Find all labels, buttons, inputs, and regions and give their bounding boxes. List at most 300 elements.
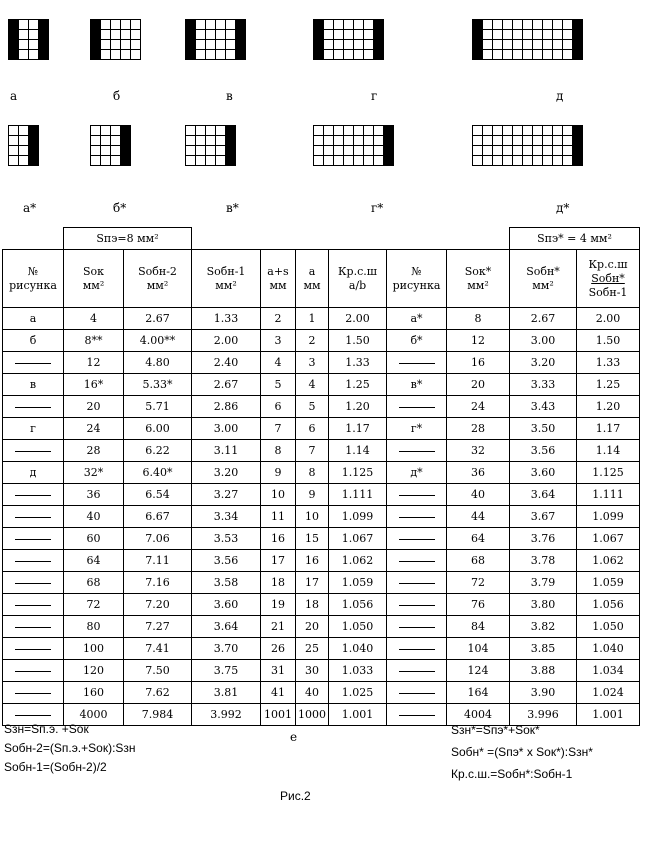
table-cell: 1.056 xyxy=(329,594,387,616)
table-cell: 72 xyxy=(64,594,124,616)
table-cell: в* xyxy=(387,374,447,396)
table-cell: 3.27 xyxy=(192,484,261,506)
table-cell: 1.111 xyxy=(577,484,640,506)
table-cell: 164 xyxy=(447,682,510,704)
table-cell xyxy=(3,440,64,462)
grid-label: а* xyxy=(23,201,37,215)
table-cell: 2.00 xyxy=(329,308,387,330)
table-cell: 3.79 xyxy=(510,572,577,594)
table-cell: а* xyxy=(387,308,447,330)
table-cell: 1.17 xyxy=(577,418,640,440)
table-cell: 8 xyxy=(447,308,510,330)
figure-caption: Рис.2 xyxy=(280,789,311,803)
table-cell: 11 xyxy=(261,506,296,528)
table-cell: 2.00 xyxy=(192,330,261,352)
table-cell: 16 xyxy=(261,528,296,550)
table-row xyxy=(3,374,643,396)
table-cell: 1001 xyxy=(261,704,296,726)
table-cell xyxy=(3,638,64,660)
header-line: Sок xyxy=(82,264,105,278)
table-cell: 3.85 xyxy=(510,638,577,660)
table-cell: 3.00 xyxy=(510,330,577,352)
dash-line xyxy=(15,561,51,562)
header-sok-r xyxy=(447,250,510,308)
table-cell: 3.64 xyxy=(192,616,261,638)
table-cell: 7 xyxy=(296,440,329,462)
header-sok-l xyxy=(64,250,124,308)
grid-figure-bottom-4 xyxy=(313,125,394,166)
middle-label: е xyxy=(290,730,298,744)
table-cell: 80 xyxy=(64,616,124,638)
table-cell: 4.00** xyxy=(124,330,192,352)
table-cell: г xyxy=(3,418,64,440)
header-sobn-r xyxy=(510,250,577,308)
grid-label: д xyxy=(556,89,564,103)
table-cell: 5.33* xyxy=(124,374,192,396)
table-cell: 15 xyxy=(296,528,329,550)
table-row xyxy=(3,308,643,330)
table-cell: 3.992 xyxy=(192,704,261,726)
table-cell: 60 xyxy=(64,528,124,550)
table-cell: 7.62 xyxy=(124,682,192,704)
grid-figure-top-1 xyxy=(8,19,49,60)
dash-line xyxy=(399,627,435,628)
dash-line xyxy=(399,583,435,584)
table-cell: 3.56 xyxy=(510,440,577,462)
header-line: Sобн-2 xyxy=(138,264,177,278)
table-cell: 41 xyxy=(261,682,296,704)
table-cell: 10 xyxy=(296,506,329,528)
table-cell: 2.86 xyxy=(192,396,261,418)
table-cell: 3.81 xyxy=(192,682,261,704)
table-cell: 4.80 xyxy=(124,352,192,374)
table-cell: 1.062 xyxy=(577,550,640,572)
header-sobn1 xyxy=(192,250,261,308)
table-cell: 3.43 xyxy=(510,396,577,418)
table-cell: 10 xyxy=(261,484,296,506)
table-cell: 4 xyxy=(64,308,124,330)
table-cell: 17 xyxy=(296,572,329,594)
table-cell xyxy=(387,638,447,660)
table-cell: 3.56 xyxy=(192,550,261,572)
table-cell: 1.50 xyxy=(577,330,640,352)
table-cell xyxy=(387,594,447,616)
dash-line xyxy=(15,363,51,364)
table-row xyxy=(3,638,643,660)
table-cell: 1.111 xyxy=(329,484,387,506)
dash-line xyxy=(15,539,51,540)
table-cell: 100 xyxy=(64,638,124,660)
table-cell: 1.040 xyxy=(329,638,387,660)
table-cell: 3.20 xyxy=(192,462,261,484)
right-group-header: Sпэ* = 4 мм² xyxy=(510,228,640,250)
left-group-header: Sпэ=8 мм² xyxy=(64,228,192,250)
table-cell: 104 xyxy=(447,638,510,660)
table-cell: 44 xyxy=(447,506,510,528)
table-cell: 68 xyxy=(64,572,124,594)
table-cell: 1000 xyxy=(296,704,329,726)
table-cell xyxy=(387,440,447,462)
table-cell: 1.040 xyxy=(577,638,640,660)
table-cell: 6 xyxy=(261,396,296,418)
table-cell: 6 xyxy=(296,418,329,440)
dash-line xyxy=(15,715,51,716)
table-cell xyxy=(387,528,447,550)
table-cell: 16 xyxy=(296,550,329,572)
dash-line xyxy=(15,627,51,628)
table-cell: 30 xyxy=(296,660,329,682)
table-cell: 8** xyxy=(64,330,124,352)
table-cell: 3 xyxy=(296,352,329,374)
table-row xyxy=(3,572,643,594)
table-cell: 7.06 xyxy=(124,528,192,550)
table-cell xyxy=(3,660,64,682)
table-cell: 3.76 xyxy=(510,528,577,550)
table-cell: 40 xyxy=(296,682,329,704)
table-cell: 3.78 xyxy=(510,550,577,572)
table-row xyxy=(3,660,643,682)
table-cell: 20 xyxy=(447,374,510,396)
table-cell: 7.41 xyxy=(124,638,192,660)
table-cell: 3.996 xyxy=(510,704,577,726)
table-row xyxy=(3,462,643,484)
table-row xyxy=(3,682,643,704)
header-line: Sобн* xyxy=(526,264,560,278)
table-cell: 1.33 xyxy=(192,308,261,330)
table-cell: 19 xyxy=(261,594,296,616)
table-cell: 72 xyxy=(447,572,510,594)
header-line: мм² xyxy=(146,278,169,292)
table-cell: 1.062 xyxy=(329,550,387,572)
grid-figure-bottom-1 xyxy=(8,125,39,166)
header-as xyxy=(261,250,296,308)
grid-figure-bottom-2 xyxy=(90,125,131,166)
table-cell: 1.001 xyxy=(329,704,387,726)
formula-left-2: Sобн-2=(Sп.э.+Sок):Sзн xyxy=(4,741,136,755)
header-line: мм² xyxy=(215,278,237,292)
table-row xyxy=(3,396,643,418)
table-cell: б xyxy=(3,330,64,352)
table-row xyxy=(3,418,643,440)
table-cell: 3.33 xyxy=(510,374,577,396)
table-cell xyxy=(3,572,64,594)
table-cell: 120 xyxy=(64,660,124,682)
table-cell xyxy=(3,550,64,572)
table-cell xyxy=(387,396,447,418)
table-cell: 1.25 xyxy=(329,374,387,396)
table-cell: 1.33 xyxy=(577,352,640,374)
table-cell: 4 xyxy=(296,374,329,396)
table-row xyxy=(3,484,643,506)
header-line: мм xyxy=(269,278,287,292)
table-cell: 2.67 xyxy=(192,374,261,396)
table-cell: 1.125 xyxy=(329,462,387,484)
table-cell: 7 xyxy=(261,418,296,440)
formula-left-3: Sобн-1=(Sобн-2)/2 xyxy=(4,760,107,774)
table-cell xyxy=(387,484,447,506)
table-cell: 124 xyxy=(447,660,510,682)
table-cell: 4 xyxy=(261,352,296,374)
table-row xyxy=(3,616,643,638)
dash-line xyxy=(399,561,435,562)
table-cell: 1.001 xyxy=(577,704,640,726)
table-cell: 3.82 xyxy=(510,616,577,638)
table-cell: б* xyxy=(387,330,447,352)
header-line: Sобн-1 xyxy=(588,285,628,299)
table-cell: 7.16 xyxy=(124,572,192,594)
table-cell: 1.034 xyxy=(577,660,640,682)
table-cell: 3 xyxy=(261,330,296,352)
table-cell: 6.67 xyxy=(124,506,192,528)
table-row xyxy=(3,352,643,374)
dash-line xyxy=(15,649,51,650)
table-cell: д* xyxy=(387,462,447,484)
header-line: a+s xyxy=(267,264,289,278)
table-cell: 3.64 xyxy=(510,484,577,506)
grid-label: а xyxy=(10,89,18,103)
dash-line xyxy=(15,517,51,518)
table-row xyxy=(3,528,643,550)
table-cell: 1 xyxy=(296,308,329,330)
table-cell: 5.71 xyxy=(124,396,192,418)
table-cell: 7.984 xyxy=(124,704,192,726)
table-row xyxy=(3,594,643,616)
table-cell xyxy=(3,616,64,638)
table-cell: 12 xyxy=(447,330,510,352)
table-cell: 28 xyxy=(64,440,124,462)
dash-line xyxy=(15,605,51,606)
table-cell: 64 xyxy=(64,550,124,572)
table-cell: 3.20 xyxy=(510,352,577,374)
table-cell: 7.11 xyxy=(124,550,192,572)
table-cell: 16* xyxy=(64,374,124,396)
table-cell: 3.58 xyxy=(192,572,261,594)
table-row xyxy=(3,550,643,572)
grid-label: г xyxy=(371,89,378,103)
table-cell: 84 xyxy=(447,616,510,638)
grid-figure-top-5 xyxy=(472,19,583,60)
table-cell: 20 xyxy=(296,616,329,638)
dash-line xyxy=(399,605,435,606)
header-line: мм² xyxy=(532,278,554,292)
header-line: а/b xyxy=(348,278,367,292)
table-row xyxy=(3,330,643,352)
dash-line xyxy=(15,407,51,408)
table-row xyxy=(3,704,643,726)
table-cell: 3.70 xyxy=(192,638,261,660)
formula-right-1: Sзн*=Sпэ*+Sок* xyxy=(451,723,540,737)
table-cell: 1.024 xyxy=(577,682,640,704)
table-cell xyxy=(387,572,447,594)
table-cell: 18 xyxy=(261,572,296,594)
table-cell: 2.67 xyxy=(124,308,192,330)
table-cell: 1.20 xyxy=(329,396,387,418)
header-fig-l xyxy=(3,250,64,308)
table-cell: 2.00 xyxy=(577,308,640,330)
table-cell: 16 xyxy=(447,352,510,374)
dash-line xyxy=(399,649,435,650)
table-cell: 36 xyxy=(64,484,124,506)
header-line: мм xyxy=(303,278,321,292)
header-a xyxy=(296,250,329,308)
table-cell: 3.00 xyxy=(192,418,261,440)
table-cell xyxy=(3,528,64,550)
table-cell: 36 xyxy=(447,462,510,484)
table-cell xyxy=(3,594,64,616)
dash-line xyxy=(15,495,51,496)
table-cell: 3.90 xyxy=(510,682,577,704)
table-cell: 5 xyxy=(261,374,296,396)
table-cell: 3.50 xyxy=(510,418,577,440)
table-cell: 2 xyxy=(261,308,296,330)
table-cell xyxy=(387,352,447,374)
table-cell: 6.40* xyxy=(124,462,192,484)
table-cell: 76 xyxy=(447,594,510,616)
table-row xyxy=(3,506,643,528)
header-line: № xyxy=(27,264,39,278)
table-cell: 21 xyxy=(261,616,296,638)
table-cell: 31 xyxy=(261,660,296,682)
table-cell: 6.00 xyxy=(124,418,192,440)
table-cell xyxy=(3,352,64,374)
table-cell: 1.033 xyxy=(329,660,387,682)
table-cell xyxy=(387,550,447,572)
dash-line xyxy=(15,583,51,584)
header-line: Sок* xyxy=(464,264,492,278)
table-cell: 1.099 xyxy=(329,506,387,528)
table-cell: 1.056 xyxy=(577,594,640,616)
header-line: мм² xyxy=(82,278,105,292)
table-cell: 26 xyxy=(261,638,296,660)
grid-label: д* xyxy=(556,201,570,215)
grid-figure-top-4 xyxy=(313,19,384,60)
table-cell: в xyxy=(3,374,64,396)
table-cell: 1.25 xyxy=(577,374,640,396)
table-cell: г* xyxy=(387,418,447,440)
grid-label: г* xyxy=(371,201,384,215)
formula-left-1: Sзн=Sп.э. +Sок xyxy=(4,722,89,736)
dash-line xyxy=(15,451,51,452)
table-cell: 3.80 xyxy=(510,594,577,616)
grid-figure-bottom-3 xyxy=(185,125,236,166)
table-cell: 32 xyxy=(447,440,510,462)
table-cell: 1.050 xyxy=(577,616,640,638)
table-cell: 2 xyxy=(296,330,329,352)
table-cell: 40 xyxy=(64,506,124,528)
table-cell: 1.067 xyxy=(577,528,640,550)
table-cell xyxy=(3,682,64,704)
dash-line xyxy=(399,517,435,518)
table-cell: 1.025 xyxy=(329,682,387,704)
table-cell: 24 xyxy=(64,418,124,440)
table-cell: 3.34 xyxy=(192,506,261,528)
formula-right-3: Кр.с.ш.=Sобн*:Sобн-1 xyxy=(451,767,573,781)
table-cell: 1.17 xyxy=(329,418,387,440)
grid-figure-top-2 xyxy=(90,19,141,60)
dash-line xyxy=(399,451,435,452)
table-cell: 7.50 xyxy=(124,660,192,682)
dash-line xyxy=(15,671,51,672)
table-cell: д xyxy=(3,462,64,484)
dash-line xyxy=(399,495,435,496)
header-krsh xyxy=(329,250,387,308)
dash-line xyxy=(399,539,435,540)
header-line: рисунка xyxy=(9,278,57,292)
dash-line xyxy=(399,693,435,694)
table-cell: 1.099 xyxy=(577,506,640,528)
table-cell: 1.050 xyxy=(329,616,387,638)
table-cell: 3.60 xyxy=(192,594,261,616)
table-cell: 2.67 xyxy=(510,308,577,330)
table-cell: 1.14 xyxy=(577,440,640,462)
table-cell: 32* xyxy=(64,462,124,484)
header-row xyxy=(3,250,643,308)
table-cell xyxy=(3,484,64,506)
table-cell: 1.20 xyxy=(577,396,640,418)
table-cell: 3.88 xyxy=(510,660,577,682)
table-cell: 1.50 xyxy=(329,330,387,352)
table-cell xyxy=(3,396,64,418)
grid-figure-bottom-5 xyxy=(472,125,583,166)
table-cell: 2.40 xyxy=(192,352,261,374)
data-table xyxy=(2,227,643,726)
table-cell: 160 xyxy=(64,682,124,704)
header-line: Кр.с.ш xyxy=(338,264,377,278)
dash-line xyxy=(399,671,435,672)
table-cell xyxy=(387,682,447,704)
table-cell: 9 xyxy=(261,462,296,484)
header-fig-r xyxy=(387,250,447,308)
table-cell: 1.14 xyxy=(329,440,387,462)
table-cell: 3.11 xyxy=(192,440,261,462)
table-cell: 18 xyxy=(296,594,329,616)
grid-label: б* xyxy=(113,201,127,215)
table-cell: 6.22 xyxy=(124,440,192,462)
table-cell: 20 xyxy=(64,396,124,418)
dash-line xyxy=(399,715,435,716)
table-cell xyxy=(387,616,447,638)
table-cell: 3.67 xyxy=(510,506,577,528)
table-cell: 7.20 xyxy=(124,594,192,616)
dash-line xyxy=(399,363,435,364)
table-cell xyxy=(3,506,64,528)
table-cell: 24 xyxy=(447,396,510,418)
table-cell xyxy=(387,506,447,528)
formula-right-2: Sобн* =(Sпэ* x Sок*):Sзн* xyxy=(451,745,593,759)
header-line: Кр.с.ш xyxy=(588,257,628,271)
header-sobn2 xyxy=(124,250,192,308)
table-cell: 64 xyxy=(447,528,510,550)
table-cell: 17 xyxy=(261,550,296,572)
table-cell: 4000 xyxy=(64,704,124,726)
table-cell: 28 xyxy=(447,418,510,440)
table-cell: 1.125 xyxy=(577,462,640,484)
grid-label: в* xyxy=(226,201,239,215)
grid-figure-top-3 xyxy=(185,19,246,60)
table-cell: 1.059 xyxy=(577,572,640,594)
table-row xyxy=(3,440,643,462)
table-cell: 6.54 xyxy=(124,484,192,506)
table-cell xyxy=(387,704,447,726)
table-cell: 4004 xyxy=(447,704,510,726)
header-line: а xyxy=(308,264,316,278)
table-cell: 25 xyxy=(296,638,329,660)
table-cell: 8 xyxy=(261,440,296,462)
table-cell: 1.067 xyxy=(329,528,387,550)
table-cell: 3.53 xyxy=(192,528,261,550)
table-cell: 9 xyxy=(296,484,329,506)
table-cell: 1.33 xyxy=(329,352,387,374)
